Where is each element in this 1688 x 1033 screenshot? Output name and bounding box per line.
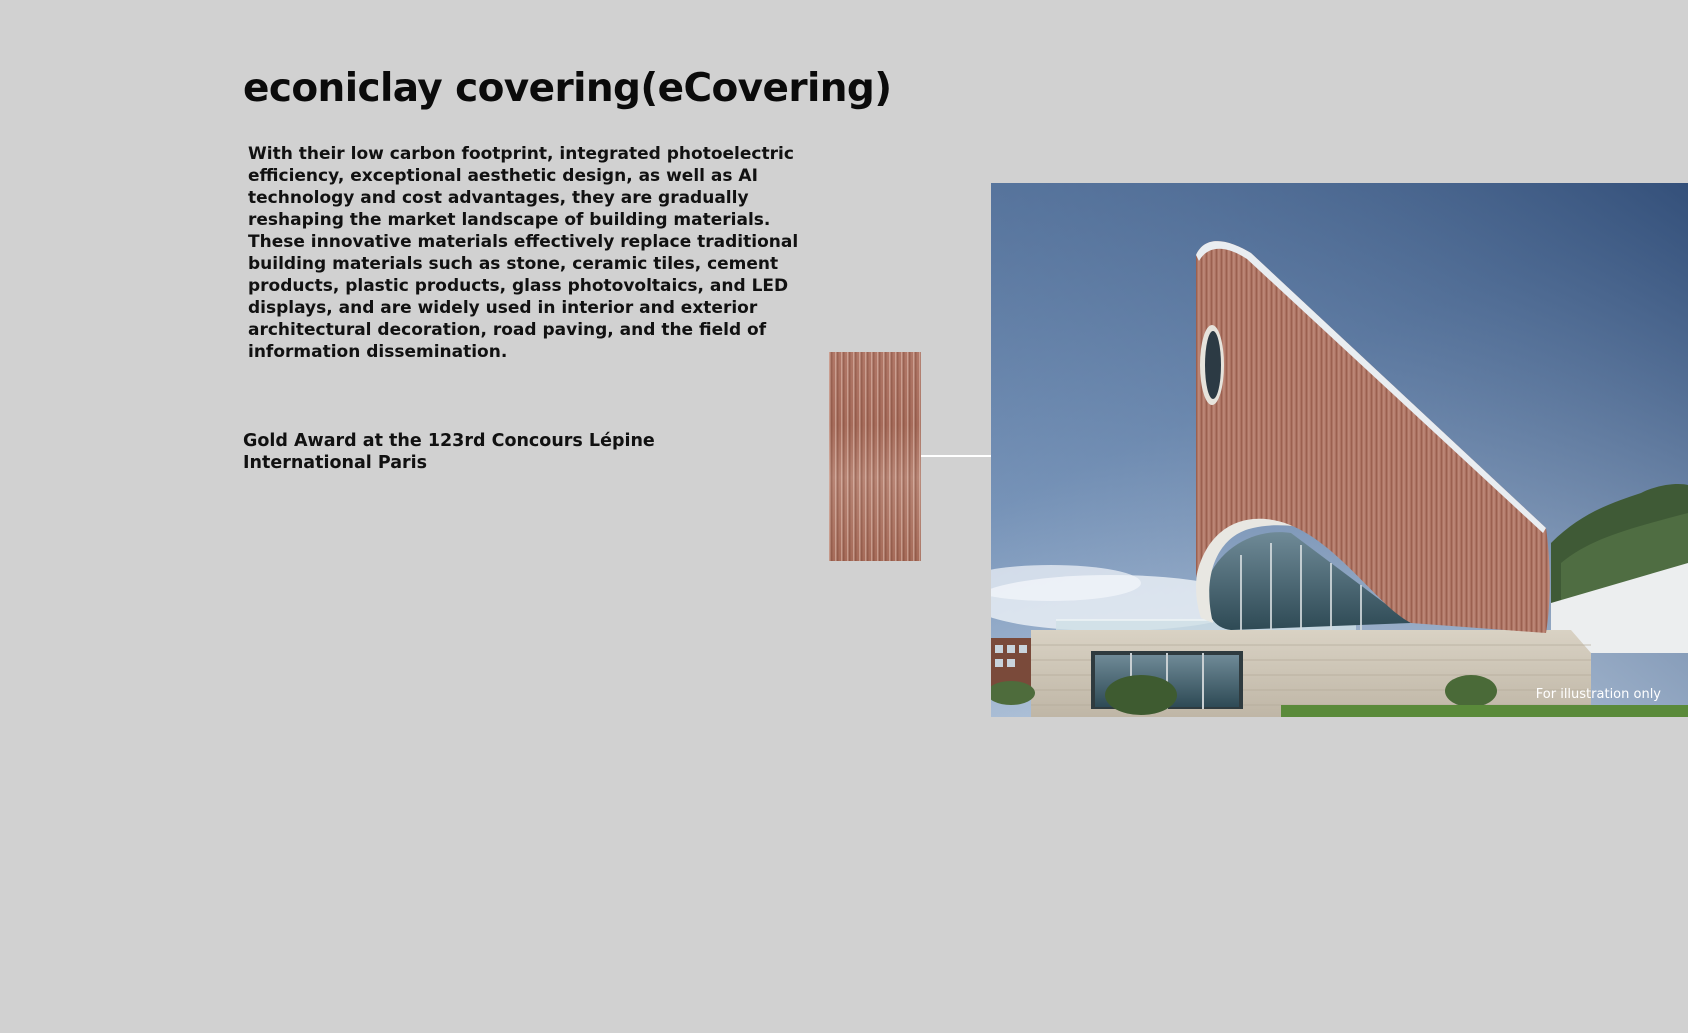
award-text: Gold Award at the 123rd Concours Lépine International Paris [243, 431, 655, 473]
building-illustration [991, 183, 1688, 717]
page-title: econiclay covering(eCovering) [243, 66, 892, 111]
illustration-caption: For illustration only [1535, 687, 1661, 702]
material-swatch [829, 352, 921, 561]
product-description: With their low carbon footprint, integrated photoelectric efficiency, exceptional aesthetic design, as well as AI technology and cost advantages, they are gradually reshaping the market landscape of building materials. These innovative materials effectively replace traditional building materials such as stone, ceramic tiles, cement products, plastic products, glass photovoltaics, and LED displays, and are widely used in interior and exterior architectural decoration, road paving, and the field of information dissemination. [248, 144, 799, 362]
building-image [991, 183, 1688, 717]
